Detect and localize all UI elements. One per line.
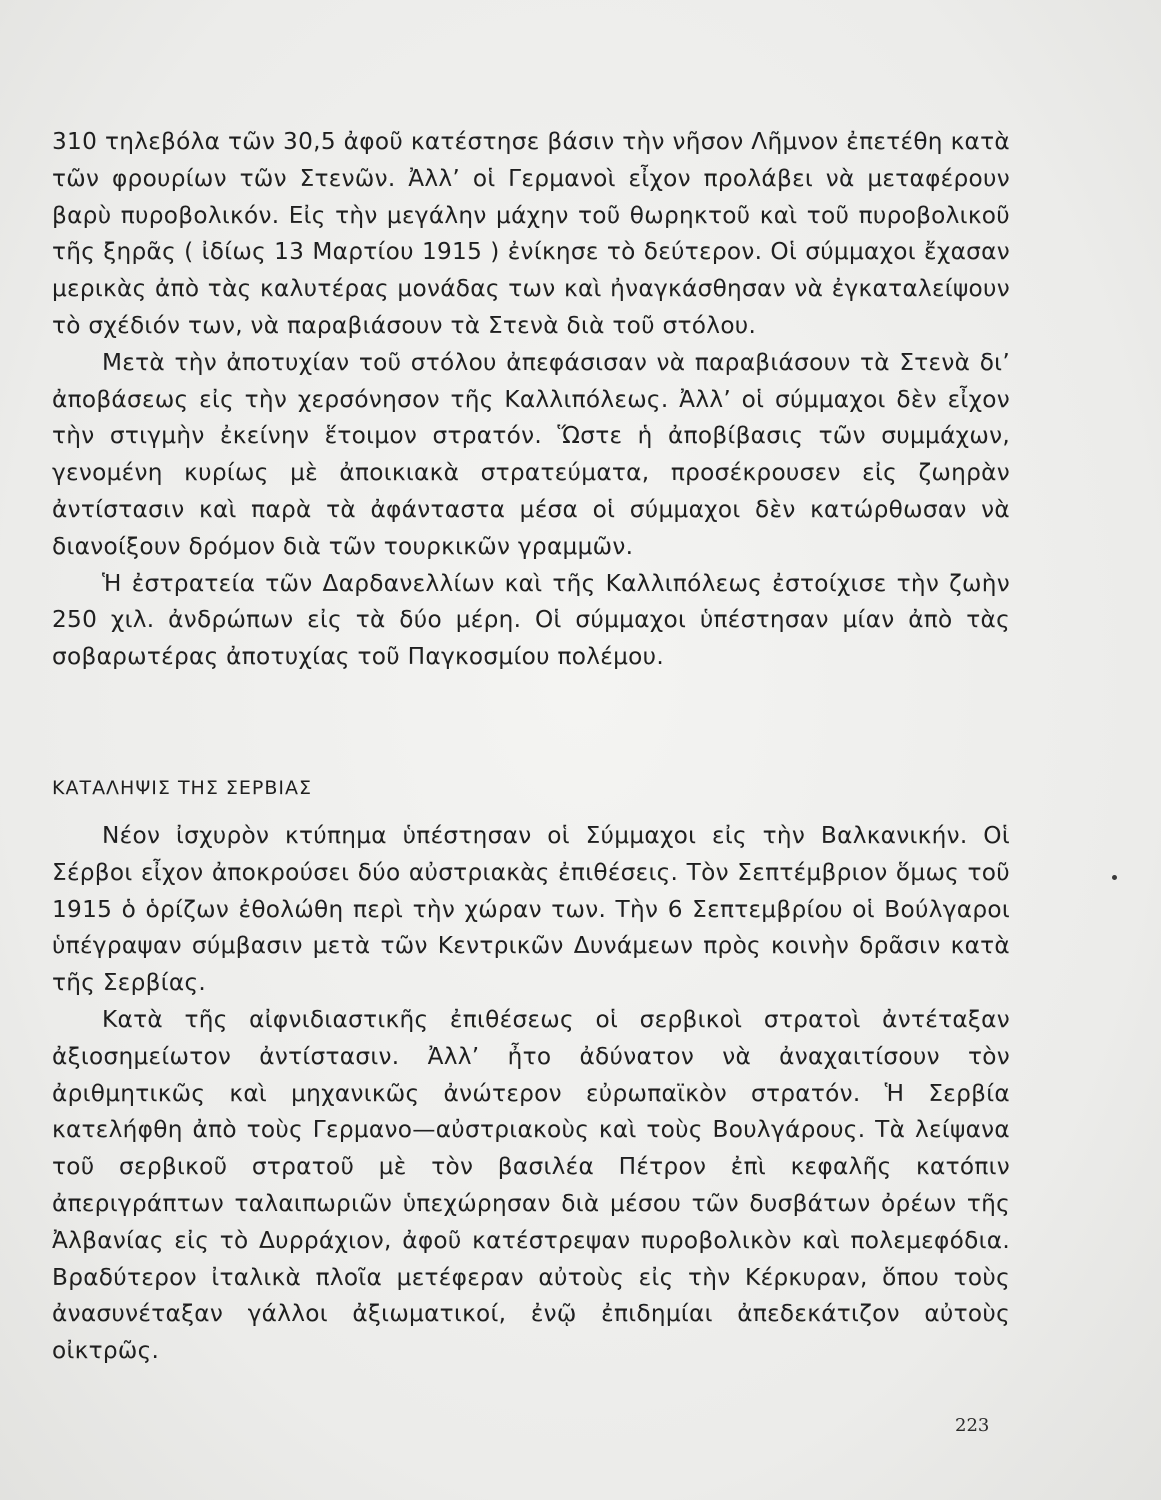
paragraph: Κατὰ τῆς αἰφνιδιαστικῆς ἐπιθέσεως οἱ σερβικοὶ στρατοὶ ἀντέταξαν ἀξιοσημείωτον ἀντίστασιν. Ἀλλ’ ἦτο ἀδύνατον νὰ ἀναχαιτίσουν τὸν ἀριθμητικῶς καὶ μηχανικῶς ἀνώτερον εὐρωπαϊκὸν στρατόν. Ἡ Σερβία κατελήφθη ἀπὸ τοὺς Γερμανο—αὐστριακοὺς καὶ τοὺς Βουλγάρους. Τὰ λείψανα τοῦ σερβικοῦ στρατοῦ μὲ τὸν βασιλέα Πέτρον ἐπὶ κεφαλῆς κατόπιν ἀπεριγράπτων ταλαιπωριῶν ὑπεχώρησαν διὰ μέσου τῶν δυσβάτων ὀρέων τῆς Ἀλβανίας εἰς τὸ Δυρράχιον, ἀφοῦ κατέστρεψαν πυροβολικὸν καὶ πολεμεφόδια. Βραδύτερον ἰταλικὰ πλοῖα μετέφεραν αὐτοὺς εἰς τὴν Κέρκυραν, ὅπου τοὺς ἀνασυνέταξαν γάλλοι ἀξιωματικοί, ἐνῷ ἐπιδημίαι ἀπεδεκάτιζον αὐτοὺς οἰκτρῶς. <box>52 1005 1010 1365</box>
paragraph: Ἡ ἐστρατεία τῶν Δαρδανελλίων καὶ τῆς Καλλιπόλεως ἐστοίχισε τὴν ζωὴν 250 χιλ. ἀνδρώπων εἰς τὰ δύο μέρη. Οἱ σύμμαχοι ὑπέστησαν μίαν ἀπὸ τὰς σοβαρωτέρας ἀποτυχίας τοῦ Παγκοσμίου πολέμου. <box>52 569 1010 671</box>
section-1-text <box>52 124 1010 676</box>
page-number: 223 <box>955 1415 990 1436</box>
paragraph: 310 τηλεβόλα τῶν 30,5 ἀφοῦ κατέστησε βάσιν τὴν νῆσον Λῆμνον ἐπετέθη κατὰ τῶν φρουρίων τῶν Στενῶν. Ἀλλ’ οἱ Γερμανοὶ εἶχον προλάβει νὰ μεταφέρουν βαρὺ πυροβολικόν. Εἰς τὴν μεγάλην μάχην τοῦ θωρηκτοῦ καὶ τοῦ πυροβολικοῦ τῆς ξηρᾶς ( ἰδίως 13 Μαρτίου 1915 ) ἐνίκησε τὸ δεύτερον. Οἱ σύμμαχοι ἔχασαν μερικὰς ἀπὸ τὰς καλυτέρας μονάδας των καὶ ἠναγκάσθησαν νὰ ἐγκαταλείψουν τὸ σχέδιόν των, νὰ παραβιάσουν τὰ Στενὰ διὰ τοῦ στόλου. <box>52 128 1010 339</box>
ink-speck <box>1112 875 1117 880</box>
paragraph: Μετὰ τὴν ἀποτυχίαν τοῦ στόλου ἀπεφάσισαν νὰ παραβιάσουν τὰ Στενὰ δι’ ἀποβάσεως εἰς τὴν χερσόνησον τῆς Καλλιπόλεως. Ἀλλ’ οἱ σύμμαχοι δὲν εἶχον τὴν στιγμὴν ἐκείνην ἕτοιμον στρατόν. Ὥστε ἡ ἀποβίβασις τῶν συμμάχων, γενομένη κυρίως μὲ ἀποικιακὰ στρατεύματα, προσέκρουσεν εἰς ζωηρὰν ἀντίστασιν καὶ παρὰ τὰ ἀφάνταστα μέσα οἱ σύμμαχοι δὲν κατώρθωσαν νὰ διανοίξουν δρόμον διὰ τῶν τουρκικῶν γραμμῶν. <box>52 348 1010 560</box>
section-heading: ΚΑΤΑΛΗΨΙΣ ΤΗΣ ΣΕΡΒΙΑΣ <box>52 777 312 799</box>
section-2-text <box>52 818 1010 1370</box>
paragraph: Νέον ἰσχυρὸν κτύπημα ὑπέστησαν οἱ Σύμμαχοι εἰς τὴν Βαλκανικήν. Οἱ Σέρβοι εἶχον ἀποκρούσει δύο αὐστριακὰς ἐπιθέσεις. Τὸν Σεπτέμβριον ὅμως τοῦ 1915 ὁ ὁρίζων ἐθολώθη περὶ τὴν χώραν των. Τὴν 6 Σεπτεμβρίου οἱ Βούλγαροι ὑπέγραψαν σύμβασιν μετὰ τῶν Κεντρικῶν Δυνάμεων πρὸς κοινὴν δρᾶσιν κατὰ τῆς Σερβίας. <box>52 822 1010 997</box>
